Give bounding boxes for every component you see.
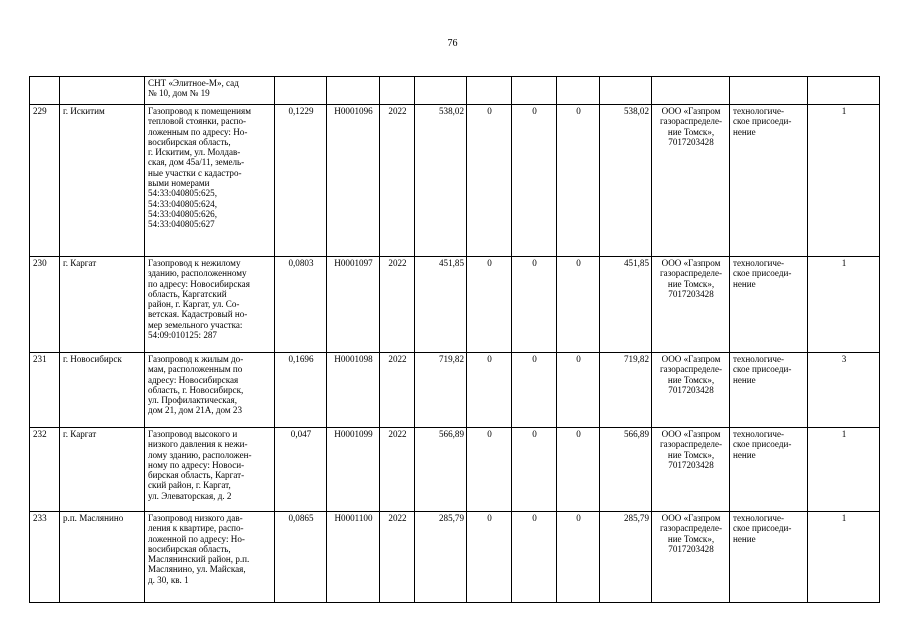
cell-org <box>652 77 730 105</box>
cell-count: 1 <box>808 257 880 353</box>
description-line: дом 21, дом 21А, дом 23 <box>148 405 243 416</box>
description-line: низкого давления к нежи- <box>148 439 248 450</box>
org-line: ООО «Газпром <box>661 354 721 364</box>
cell-v1: 0 <box>467 428 512 512</box>
cell-v2: 0 <box>512 512 557 603</box>
description-line: область, Каргатский <box>148 288 227 299</box>
cell-num: 231 <box>30 353 60 428</box>
description-line: ская, дом 45а/11, земель- <box>148 157 245 168</box>
cell-v1: 0 <box>467 105 512 257</box>
org-line: ние Томск», <box>667 126 715 137</box>
cell-length: 0,0865 <box>275 512 327 603</box>
cell-num <box>30 77 60 105</box>
description-line: 54:33:040805:626, <box>148 208 217 219</box>
description-line: д. 30, кв. 1 <box>148 574 189 585</box>
cell-v2: 0 <box>512 353 557 428</box>
document-table <box>29 76 880 603</box>
type-line: технологиче- <box>733 513 785 523</box>
cell-description <box>145 428 275 512</box>
cell-org <box>652 105 730 257</box>
cell-num: 233 <box>30 512 60 603</box>
cell-description <box>145 512 275 603</box>
cell-locality: г. Искитим <box>60 105 145 257</box>
org-line: ние Томск», <box>667 278 715 289</box>
cell-num: 229 <box>30 105 60 257</box>
cell-v3: 0 <box>557 353 600 428</box>
table-row-continuation <box>30 77 880 105</box>
cell-v4: 566,89 <box>600 428 652 512</box>
type-line: ское присоеди- <box>733 116 792 127</box>
description-line: лому зданию, расположен- <box>148 449 252 460</box>
cell-v3 <box>557 77 600 105</box>
cell-code <box>327 77 380 105</box>
cell-count: 1 <box>808 428 880 512</box>
cell-total: 451,85 <box>415 257 467 353</box>
cell-v4: 719,82 <box>600 353 652 428</box>
cell-description <box>145 77 275 105</box>
description-line: СНТ «Элитное-М», сад <box>148 78 239 88</box>
cell-locality <box>60 77 145 105</box>
description-line: восибирская область, <box>148 136 231 147</box>
cell-year: 2022 <box>380 428 415 512</box>
cell-code: Н0001100 <box>327 512 380 603</box>
cell-locality: р.п. Маслянино <box>60 512 145 603</box>
cell-num: 230 <box>30 257 60 353</box>
cell-type <box>730 257 808 353</box>
cell-length: 0,1696 <box>275 353 327 428</box>
org-line: ООО «Газпром <box>661 429 721 439</box>
description-line: Газопровод к нежилому <box>148 258 241 268</box>
description-line: Газопровод высокого и <box>148 429 238 439</box>
cell-description <box>145 257 275 353</box>
table-row <box>30 353 880 428</box>
description-line: бирская область, Каргат- <box>148 470 245 481</box>
cell-count <box>808 77 880 105</box>
type-line: ское присоеди- <box>733 364 792 375</box>
description-line: Газопровод низкого дав- <box>148 513 243 523</box>
description-line: ления к квартире, распо- <box>148 523 244 534</box>
type-line: ское присоеди- <box>733 523 792 534</box>
org-line: 7017203428 <box>668 384 714 395</box>
cell-total: 719,82 <box>415 353 467 428</box>
org-line: газораспределе- <box>659 268 723 279</box>
description-line: 54:33:040805:627 <box>148 219 215 230</box>
description-line: восибирская область, <box>148 543 231 554</box>
cell-code: Н0001097 <box>327 257 380 353</box>
description-line: 54:09:010125: 287 <box>148 330 217 341</box>
description-line: г. Искитим, ул. Молдав- <box>148 147 241 158</box>
cell-v1: 0 <box>467 353 512 428</box>
cell-v1: 0 <box>467 257 512 353</box>
cell-v4 <box>600 77 652 105</box>
cell-org <box>652 428 730 512</box>
cell-year: 2022 <box>380 257 415 353</box>
org-line: 7017203428 <box>668 288 714 299</box>
cell-type <box>730 512 808 603</box>
type-line: нение <box>733 533 756 544</box>
cell-code: Н0001098 <box>327 353 380 428</box>
type-line: технологиче- <box>733 429 785 439</box>
description-line: район, г. Каргат, ул. Со- <box>148 299 240 310</box>
org-line: ние Томск», <box>667 533 715 544</box>
org-line: газораспределе- <box>659 523 723 534</box>
org-line: газораспределе- <box>659 116 723 127</box>
description-line: зданию, расположенному <box>148 268 247 279</box>
cell-locality: г. Каргат <box>60 257 145 353</box>
cell-type <box>730 428 808 512</box>
cell-total: 566,89 <box>415 428 467 512</box>
description-line: мам, расположенным по <box>148 364 243 375</box>
cell-year: 2022 <box>380 353 415 428</box>
cell-year: 2022 <box>380 512 415 603</box>
cell-count: 3 <box>808 353 880 428</box>
page-number: 76 <box>447 38 458 49</box>
cell-v4: 538,02 <box>600 105 652 257</box>
type-line: технологиче- <box>733 354 785 364</box>
cell-v3: 0 <box>557 105 600 257</box>
org-line: ООО «Газпром <box>661 258 721 268</box>
description-line: ский район, г. Каргат, <box>148 480 231 491</box>
cell-v3: 0 <box>557 257 600 353</box>
table-row <box>30 512 880 603</box>
org-line: 7017203428 <box>668 459 714 470</box>
description-line: ветская. Кадастровый но- <box>148 309 248 320</box>
cell-description <box>145 105 275 257</box>
table-row <box>30 257 880 353</box>
cell-total: 285,79 <box>415 512 467 603</box>
type-line: технологиче- <box>733 258 785 268</box>
description-line: ному по адресу: Новоси- <box>148 459 245 470</box>
cell-total <box>415 77 467 105</box>
table-body <box>30 77 880 603</box>
description-line: ложенной по адресу: Но- <box>148 533 245 544</box>
table-row <box>30 105 880 257</box>
description-line: 54:33:040805:624, <box>148 198 217 209</box>
cell-num: 232 <box>30 428 60 512</box>
description-line: область, г. Новосибирск, <box>148 384 244 395</box>
cell-v3: 0 <box>557 428 600 512</box>
description-line: ложенным по адресу: Но- <box>148 126 248 137</box>
cell-total: 538,02 <box>415 105 467 257</box>
cell-code: Н0001099 <box>327 428 380 512</box>
description-line: ные участки с кадастро- <box>148 167 242 178</box>
cell-v1: 0 <box>467 512 512 603</box>
cell-year <box>380 77 415 105</box>
description-line: тепловой стоянки, распо- <box>148 116 247 127</box>
cell-count: 1 <box>808 512 880 603</box>
cell-type <box>730 105 808 257</box>
cell-locality: г. Новосибирск <box>60 353 145 428</box>
cell-length: 0,0803 <box>275 257 327 353</box>
org-line: ние Томск», <box>667 374 715 385</box>
type-line: нение <box>733 126 756 137</box>
description-line: Маслянино, ул. Майская, <box>148 564 246 575</box>
cell-v2 <box>512 77 557 105</box>
type-line: ское присоеди- <box>733 439 792 450</box>
type-line: нение <box>733 449 756 460</box>
type-line: нение <box>733 374 756 385</box>
org-line: газораспределе- <box>659 439 723 450</box>
cell-v4: 285,79 <box>600 512 652 603</box>
cell-length <box>275 77 327 105</box>
description-line: 54:33:040805:625, <box>148 188 217 199</box>
description-line: Газопровод к помещениям <box>148 106 251 116</box>
cell-v2: 0 <box>512 428 557 512</box>
org-line: 7017203428 <box>668 136 714 147</box>
cell-v1 <box>467 77 512 105</box>
cell-v3: 0 <box>557 512 600 603</box>
description-line: ул. Профилактическая, <box>148 395 238 406</box>
cell-org <box>652 257 730 353</box>
type-line: нение <box>733 278 756 289</box>
description-line: по адресу: Новосибирская <box>148 278 250 289</box>
cell-type <box>730 353 808 428</box>
cell-year: 2022 <box>380 105 415 257</box>
table-row <box>30 428 880 512</box>
description-line: выми номерами <box>148 178 210 189</box>
description-line: ул. Элеваторская, д. 2 <box>148 490 232 501</box>
description-line: Маслянинский район, р.п. <box>148 554 250 565</box>
cell-v4: 451,85 <box>600 257 652 353</box>
type-line: ское присоеди- <box>733 268 792 279</box>
cell-v2: 0 <box>512 105 557 257</box>
cell-length: 0,1229 <box>275 105 327 257</box>
cell-org <box>652 353 730 428</box>
cell-code: Н0001096 <box>327 105 380 257</box>
cell-length: 0,047 <box>275 428 327 512</box>
description-line: № 10, дом № 19 <box>148 88 210 99</box>
org-line: 7017203428 <box>668 543 714 554</box>
description-line: Газопровод к жилым до- <box>148 354 244 364</box>
type-line: технологиче- <box>733 106 785 116</box>
description-line: адресу: Новосибирская <box>148 374 239 385</box>
cell-description <box>145 353 275 428</box>
org-line: ние Томск», <box>667 449 715 460</box>
cell-type <box>730 77 808 105</box>
cell-v2: 0 <box>512 257 557 353</box>
cell-count: 1 <box>808 105 880 257</box>
cell-locality: г. Каргат <box>60 428 145 512</box>
org-line: ООО «Газпром <box>661 513 721 523</box>
description-line: мер земельного участка: <box>148 319 243 330</box>
cell-org <box>652 512 730 603</box>
org-line: ООО «Газпром <box>661 106 721 116</box>
org-line: газораспределе- <box>659 364 723 375</box>
